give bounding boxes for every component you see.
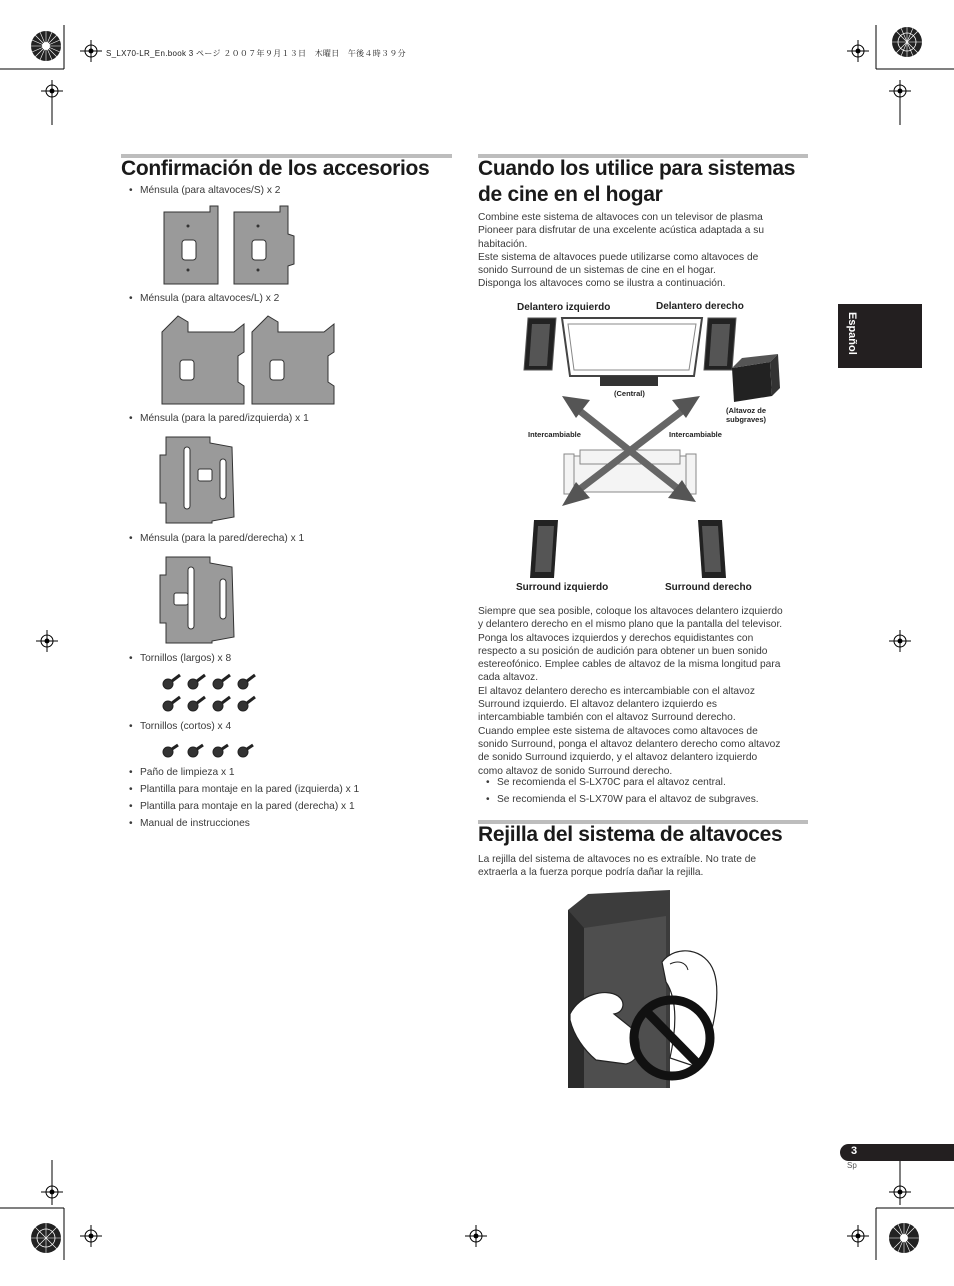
registration-mark-icon [80,1225,102,1247]
tv-icon [562,318,702,386]
text-line: sonido Surround, ponga el altavoz delantero derecho como altavoz [478,738,781,750]
text-line: cada altavoz. [478,672,539,684]
surround-left-label: Surround izquierdo [516,582,609,593]
sunburst-icon [888,1222,920,1254]
registration-mark-icon [36,630,58,652]
text-line: Cuando emplee este sistema de altavoces como altavoces de [478,725,758,737]
registration-mark-icon [41,1181,63,1203]
title-line: de cine en el hogar [478,183,663,206]
text-line: sonido Surround de un sistemas de cine en el hogar. [478,265,716,277]
registration-mark-icon [889,630,911,652]
text-line: Surround izquierdo. El altavoz delantero izquierdo es [478,699,717,711]
text-line: El altavoz delantero derecho es intercambiable con el altavoz [478,685,755,697]
text-line: Pioneer para disfrutar de una excelente acústica adaptada a su [478,225,765,237]
front-right-label: Delantero derecho [656,301,744,312]
list-item: • Tornillos (largos) x 8 [140,653,231,664]
text-line: estereofónico. Emplee cables de altavoz de la misma longitud para [478,659,781,671]
text-line: y delantero derecho en el mismo plano que la pantalla del televisor. [478,619,783,631]
screws-long-image [160,672,262,716]
interchangeable-right-label: Intercambiable [669,430,722,439]
front-left-label: Delantero izquierdo [517,302,611,313]
registration-mark-icon [80,40,102,62]
language-label: Español [846,312,858,355]
list-item: • Ménsula (para altavoces/S) x 2 [140,185,280,196]
list-item: • Tornillos (cortos) x 4 [140,721,231,732]
text-line: Este sistema de altavoces puede utilizarse como altavoces de [478,251,759,263]
speaker-bracket-small-image [160,204,300,286]
text-line: extraerla a la fuerza porque podría dañar la rejilla. [478,867,704,879]
speaker-bracket-large-image [158,312,338,406]
grille-title: Rejilla del sistema de altavoces [478,823,783,846]
registration-mark-icon [889,80,911,102]
interchangeable-left-label: Intercambiable [528,430,581,439]
text-line: La rejilla del sistema de altavoces no es extraíble. No trate de [478,854,757,865]
text-line: Combine este sistema de altavoces con un televisor de plasma [478,212,763,223]
text-line: como altavoz de sonido Surround derecho. [478,765,673,777]
language-tab [838,304,922,368]
title-line: Cuando los utilice para sistemas [478,157,796,180]
intro-paragraph [478,211,808,291]
registration-mark-icon [847,1225,869,1247]
page-number: 3 [851,1145,858,1157]
recommendation-item: • Se recomienda el S-LX70W para el altavoz de subgraves. [497,794,759,805]
registration-mark-icon [847,40,869,62]
text-line: habitación. [478,238,528,250]
text-line: subgraves) [725,415,767,424]
sunburst-icon [30,30,62,62]
text-line: intercambiable también con el altavoz Surround derecho. [478,712,736,724]
list-item: • Ménsula (para la pared/izquierda) x 1 [140,413,309,424]
registration-mark-icon [465,1225,487,1247]
file-info-header: S_LX70-LR_En.book 3 ページ ２００７年９月１３日 木曜日 午後４時３９分 [106,49,406,58]
accessories-title: Confirmación de los accesorios [121,157,430,180]
list-item: • Paño de limpieza x 1 [140,767,235,778]
list-item: • Ménsula (para altavoces/L) x 2 [140,293,279,304]
text-line: respecto a su posición de audición para obtener un buen sonido [478,645,768,657]
page-language-code: Sp [847,1161,857,1170]
text-line: de sonido Surround izquierdo, y el altavoz delantero izquierdo [478,752,758,764]
text-line: Siempre que sea posible, coloque los altavoces delantero izquierdo [478,606,783,617]
wall-bracket-right-image [158,553,240,645]
registration-mark-icon [889,1181,911,1203]
surround-right-label: Surround derecho [665,582,752,593]
list-item: • Plantilla para montaje en la pared (derecha) x 1 [140,801,355,812]
subwoofer-label [718,406,774,424]
list-item: • Manual de instrucciones [140,818,250,829]
text-line: (Altavoz de [725,406,766,415]
center-label: (Central) [614,389,645,398]
subwoofer-icon [732,354,780,402]
home-theater-title [478,156,795,208]
registration-mark-icon [41,80,63,102]
wall-bracket-left-image [158,433,238,525]
recommendation-item: • Se recomienda el S-LX70C para el altavoz central. [497,777,726,788]
placement-paragraph [478,605,818,778]
list-item: • Ménsula (para la pared/derecha) x 1 [140,533,304,544]
speaker-layout-diagram [510,296,790,596]
grille-paragraph [478,853,808,880]
screws-short-image [160,740,262,760]
text-line: Disponga los altavoces como se ilustra a continuación. [478,278,726,290]
text-line: Ponga los altavoces izquierdos y derechos equidistantes con [478,632,754,644]
list-item: • Plantilla para montaje en la pared (izquierda) x 1 [140,784,359,795]
grille-warning-image [566,890,722,1088]
sunburst-icon [891,26,923,58]
sunburst-icon [30,1222,62,1254]
